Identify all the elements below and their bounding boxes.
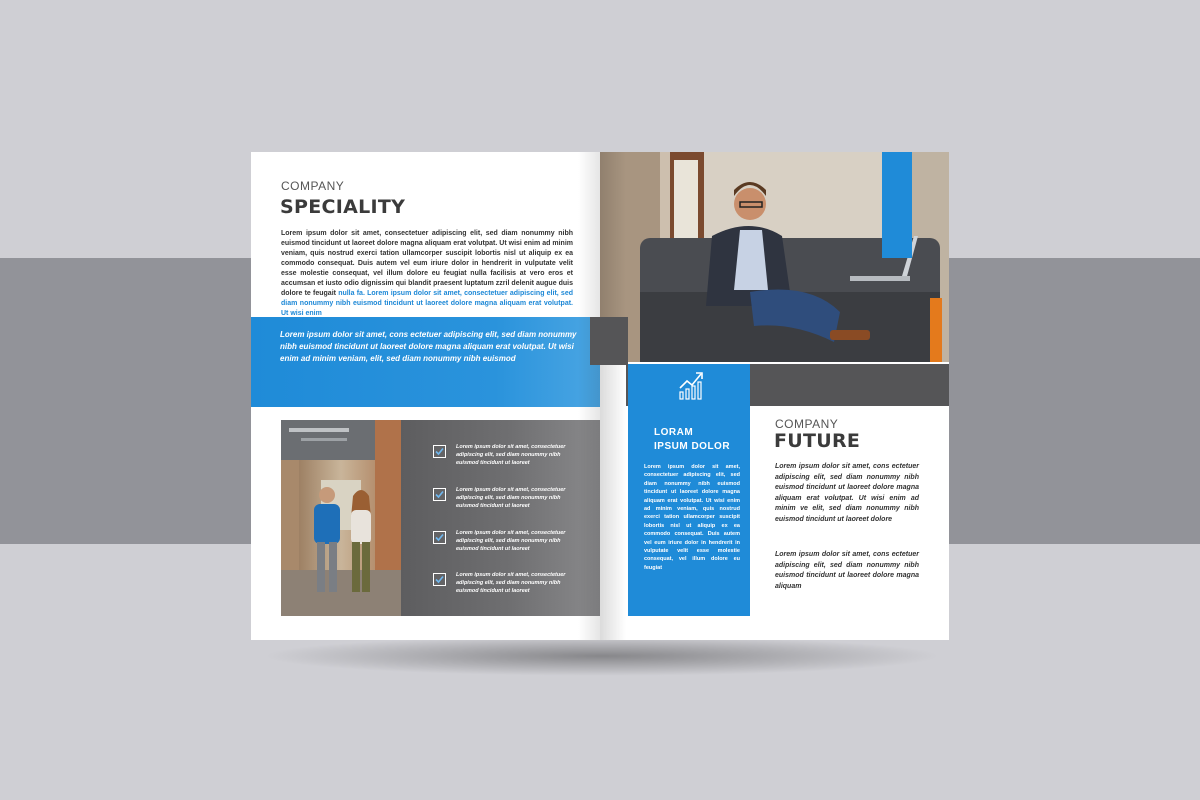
card-title-line2: IPSUM DOLOR	[654, 441, 731, 452]
growth-chart-icon	[676, 368, 706, 405]
intro-paragraph	[281, 229, 573, 319]
check-icon	[433, 488, 446, 501]
checklist-item: Lorem ipsum dolor sit amet, consectetuer adipiscing elit, sed diam nonummy nibh euismod tincidunt ut laoreet	[456, 530, 566, 552]
right-eyebrow: COMPANY	[775, 417, 839, 431]
left-page	[251, 152, 600, 640]
band-quote-text: Lorem ipsum dolor sit amet, cons ectetuer adipiscing elit, sed diam nonummy nibh euismod tincidunt ut laoreet dolore magna aliquam erat volutpat. Ut wisi enim ad minim veniam, elit, sed diam nonummy nibh euismod	[280, 330, 577, 363]
team-walking-photo	[281, 420, 401, 616]
check-icon	[433, 573, 446, 586]
right-heading: FUTURE	[774, 430, 861, 452]
page-gutter-shadow	[600, 152, 626, 640]
left-eyebrow: COMPANY	[281, 179, 345, 193]
right-page	[600, 152, 949, 640]
checklist-item: Lorem ipsum dolor sit amet, consectetuer adipiscing elit, sed diam nonummy nibh euismod tincidunt ut laoreet	[456, 487, 566, 509]
card-body-text: Lorem ipsum dolor sit amet, consectetuer adipiscing elit, sed diam nonummy nibh euismod tincidunt ut laoreet dolore magna aliquam erat volutpat. Ut wisi enim ad minim veniam, quis nostrud exerci tation ullamcorper suscipit lobortis nisl ut aliquip ex ea commodo consequat. Duis autem vel eum iriure dolor in hendrerit in vulputate velit esse molestie consequat, vel illum dolore eu feugiat	[644, 464, 740, 571]
left-heading: SPECIALITY	[280, 196, 406, 218]
accent-blue-bar	[882, 152, 912, 258]
checklist-item: Lorem ipsum dolor sit amet, consectetuer adipiscing elit, sed diam nonummy nibh euismod tincidunt ut laoreet	[456, 444, 566, 466]
spread-shadow	[262, 636, 942, 676]
future-paragraph-1: Lorem ipsum dolor sit amet, cons ectetuer adipiscing elit, sed diam nonummy nibh euismod tincidunt ut laoreet dolore magna aliquam erat volutpat. Ut wisi enim ad minim ve elit, sed diam nonummy nibh euismod tincidunt ut laoreet dolore	[775, 463, 919, 523]
intro-highlight: nulla fa. Lorem ipsum dolor sit amet, consectetuer adipiscing elit, sed diam nonummy nibh euismod tincidunt ut laoreet dolore magna aliquam erat volutpat. Ut wisi enim	[281, 290, 573, 317]
intro-text: Lorem ipsum dolor sit amet, consectetuer adipiscing elit, sed diam nonummy nibh euismod tincidunt ut laoreet dolore magna aliquam erat volutpat. Ut wisi enim ad minim veniam, quis nostrud exerci tation ullamcorper suscipit lobortis nisl ut aliquip ex ea commodo consequat. Duis autem vel eum iriure dolor in hendrerit in vulputate velit esse molestie consequat, vel illum dolore eu feugiat nulla facilisis at vero eros et accumsan et iusto odio dignissim qui blandit praesent luptatum zzril delenit augue duis dolore te feugait	[281, 230, 573, 297]
card-title	[654, 426, 730, 454]
card-title-line1: LORAM	[654, 427, 694, 438]
checklist-item: Lorem ipsum dolor sit amet, consectetuer adipiscing elit, sed diam nonummy nibh euismod tincidunt ut laoreet	[456, 572, 566, 594]
page-gutter-shadow	[578, 152, 600, 640]
dark-grey-notch	[590, 317, 628, 365]
check-icon	[433, 445, 446, 458]
future-paragraph-2: Lorem ipsum dolor sit amet, cons ectetuer adipiscing elit, sed diam nonummy nibh euismod tincidunt ut laoreet dolore magna aliquam	[775, 551, 919, 590]
check-icon	[433, 531, 446, 544]
